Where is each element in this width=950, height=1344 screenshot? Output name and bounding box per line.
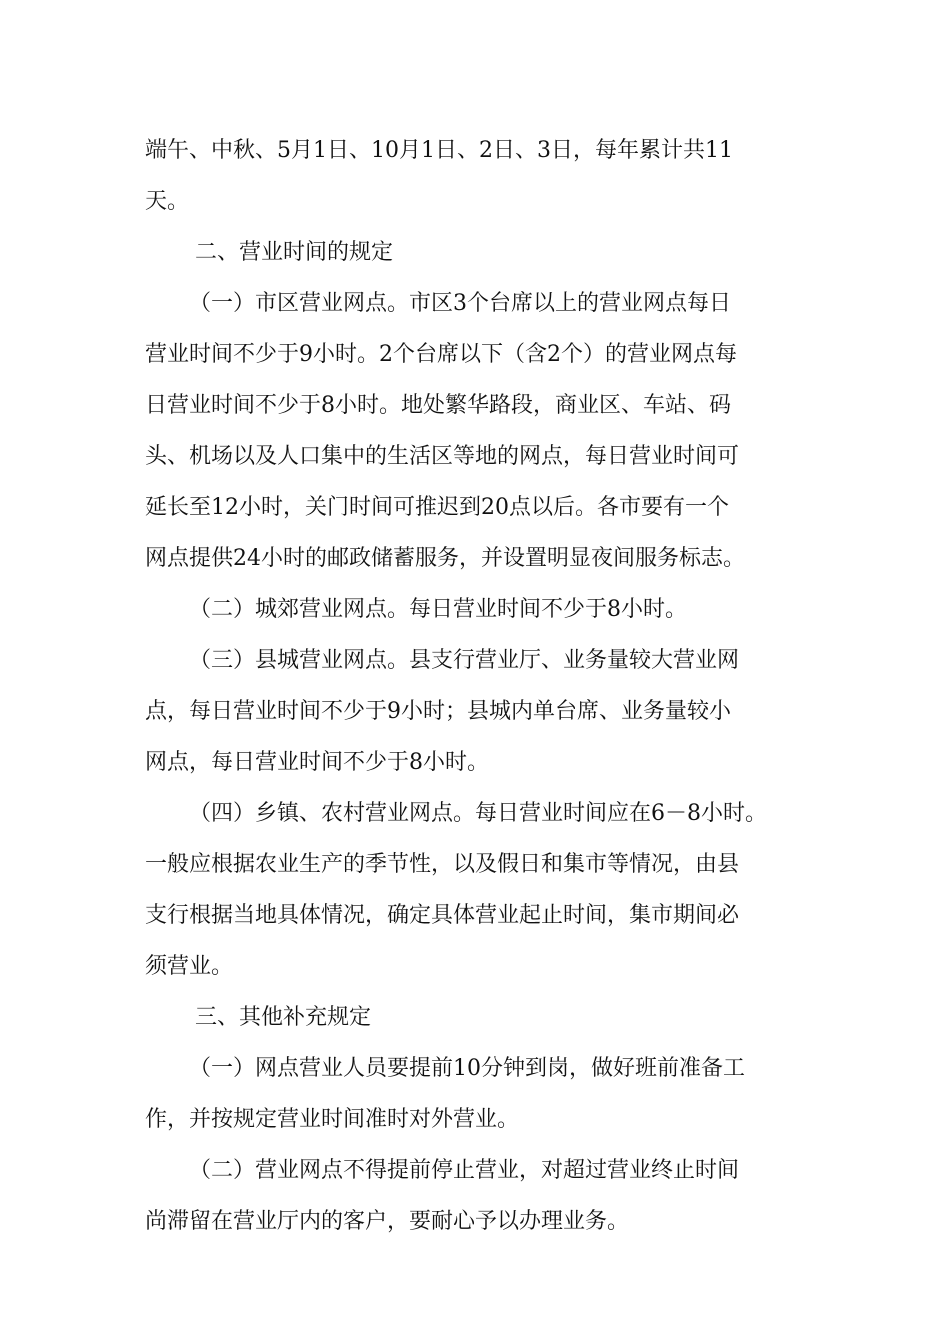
paragraph-line: 网点，每日营业时间不少于8小时。 bbox=[145, 750, 489, 775]
document-body bbox=[145, 125, 825, 1247]
paragraph-line: （三）县城营业网点。县支行营业厅、业务量较大营业网 bbox=[189, 648, 740, 673]
paragraph-line: （二）城郊营业网点。每日营业时间不少于8小时。 bbox=[189, 597, 687, 622]
paragraph-line: （一）网点营业人员要提前10分钟到岗，做好班前准备工 bbox=[189, 1056, 745, 1081]
paragraph-line: 支行根据当地具体情况，确定具体营业起止时间，集市期间必 bbox=[145, 903, 740, 928]
paragraph-line: 须营业。 bbox=[145, 954, 234, 979]
paragraph-line: 网点提供24小时的邮政储蓄服务，并设置明显夜间服务标志。 bbox=[145, 546, 745, 571]
paragraph-line: 延长至12小时，关门时间可推迟到20点以后。各市要有一个 bbox=[145, 495, 729, 520]
paragraph-line: 天。 bbox=[145, 189, 190, 214]
paragraph-line: 作，并按规定营业时间准时对外营业。 bbox=[145, 1107, 520, 1132]
section-heading: 三、其他补充规定 bbox=[195, 1005, 372, 1030]
paragraph-line: （二）营业网点不得提前停止营业，对超过营业终止时间 bbox=[189, 1158, 740, 1183]
paragraph-line: 头、机场以及人口集中的生活区等地的网点，每日营业时间可 bbox=[145, 444, 740, 469]
paragraph-line: （四）乡镇、农村营业网点。每日营业时间应在6－8小时。 bbox=[189, 801, 767, 826]
paragraph-line: 点，每日营业时间不少于9小时；县城内单台席、业务量较小 bbox=[145, 699, 731, 724]
section-heading: 二、营业时间的规定 bbox=[195, 240, 394, 265]
paragraph-line: （一）市区营业网点。市区3个台席以上的营业网点每日 bbox=[189, 291, 731, 316]
paragraph-line: 尚滞留在营业厅内的客户，要耐心予以办理业务。 bbox=[145, 1209, 630, 1234]
paragraph-line: 一般应根据农业生产的季节性，以及假日和集市等情况，由县 bbox=[145, 852, 740, 877]
paragraph-line: 日营业时间不少于8小时。地处繁华路段，商业区、车站、码 bbox=[145, 393, 731, 418]
paragraph-line: 营业时间不少于9小时。2个台席以下（含2个）的营业网点每 bbox=[145, 342, 737, 367]
paragraph-line: 端午、中秋、5月1日、10月1日、2日、3日，每年累计共11 bbox=[145, 138, 733, 163]
